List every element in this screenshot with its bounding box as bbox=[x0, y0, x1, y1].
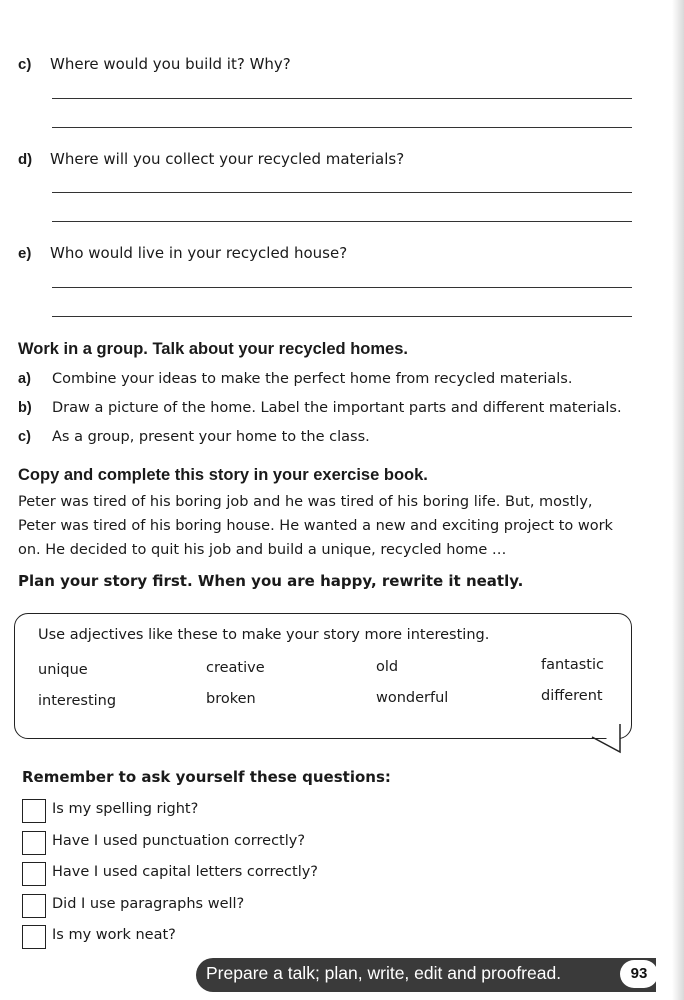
group-item-c bbox=[18, 429, 370, 445]
adjective-word: interesting bbox=[38, 693, 117, 709]
adjective-word: fantastic bbox=[541, 657, 604, 673]
plan-instruction: Plan your story first. When you are happy, rewrite it neatly. bbox=[18, 572, 524, 590]
answer-line[interactable] bbox=[52, 127, 632, 128]
question-c bbox=[18, 55, 291, 73]
adjective-word: old bbox=[376, 659, 399, 675]
item-text: Combine your ideas to make the perfect home from recycled materials. bbox=[52, 371, 573, 387]
group-heading: Work in a group. Talk about your recycled homes. bbox=[18, 340, 408, 358]
answer-line[interactable] bbox=[52, 221, 632, 222]
item-text: Draw a picture of the home. Label the important parts and different materials. bbox=[52, 400, 622, 416]
checklist-item-text: Have I used capital letters correctly? bbox=[52, 864, 319, 880]
answer-line[interactable] bbox=[52, 287, 632, 288]
adjective-word: unique bbox=[38, 662, 88, 678]
checklist-item-text: Have I used punctuation correctly? bbox=[52, 833, 306, 849]
question-e bbox=[18, 244, 347, 262]
checklist-item-text: Is my spelling right? bbox=[52, 801, 199, 817]
page-number: 93 bbox=[620, 960, 658, 988]
answer-line[interactable] bbox=[52, 98, 632, 99]
story-heading: Copy and complete this story in your exercise book. bbox=[18, 466, 428, 484]
item-label: a) bbox=[18, 371, 31, 387]
answer-line[interactable] bbox=[52, 316, 632, 317]
story-line: Peter was tired of his boring house. He wanted a new and exciting project to work bbox=[18, 518, 613, 534]
footer-text: Prepare a talk; plan, write, edit and proofread. bbox=[206, 963, 562, 983]
checklist-item-text: Did I use paragraphs well? bbox=[52, 896, 245, 912]
adjective-word: wonderful bbox=[376, 690, 449, 706]
question-d bbox=[18, 150, 404, 168]
group-item-a bbox=[18, 371, 572, 387]
story-line: on. He decided to quit his job and build a unique, recycled home … bbox=[18, 542, 507, 558]
question-label: d) bbox=[18, 151, 33, 168]
question-text: Who would live in your recycled house? bbox=[50, 244, 348, 262]
checkbox[interactable] bbox=[22, 799, 46, 823]
item-label: c) bbox=[18, 429, 31, 445]
answer-line[interactable] bbox=[52, 192, 632, 193]
story-line: Peter was tired of his boring job and he was tired of his boring life. But, mostly, bbox=[18, 494, 593, 510]
question-text: Where will you collect your recycled materials? bbox=[50, 150, 405, 168]
speech-bubble-tail bbox=[590, 724, 626, 756]
question-label: e) bbox=[18, 245, 32, 262]
checkbox[interactable] bbox=[22, 925, 46, 949]
checklist-item-text: Is my work neat? bbox=[52, 927, 176, 943]
adjectives-intro: Use adjectives like these to make your story more interesting. bbox=[38, 627, 490, 643]
checkbox[interactable] bbox=[22, 862, 46, 886]
story-text bbox=[18, 490, 628, 562]
question-text: Where would you build it? Why? bbox=[50, 55, 291, 73]
item-label: b) bbox=[18, 400, 32, 416]
checklist-heading: Remember to ask yourself these questions: bbox=[22, 768, 391, 786]
adjective-word: broken bbox=[206, 691, 256, 707]
item-text: As a group, present your home to the class. bbox=[52, 429, 370, 445]
checkbox[interactable] bbox=[22, 894, 46, 918]
question-label: c) bbox=[18, 56, 32, 73]
adjective-word: different bbox=[541, 688, 603, 704]
group-item-b bbox=[18, 400, 622, 416]
adjective-word: creative bbox=[206, 660, 265, 676]
page-edge-shadow bbox=[672, 0, 684, 1000]
checkbox[interactable] bbox=[22, 831, 46, 855]
